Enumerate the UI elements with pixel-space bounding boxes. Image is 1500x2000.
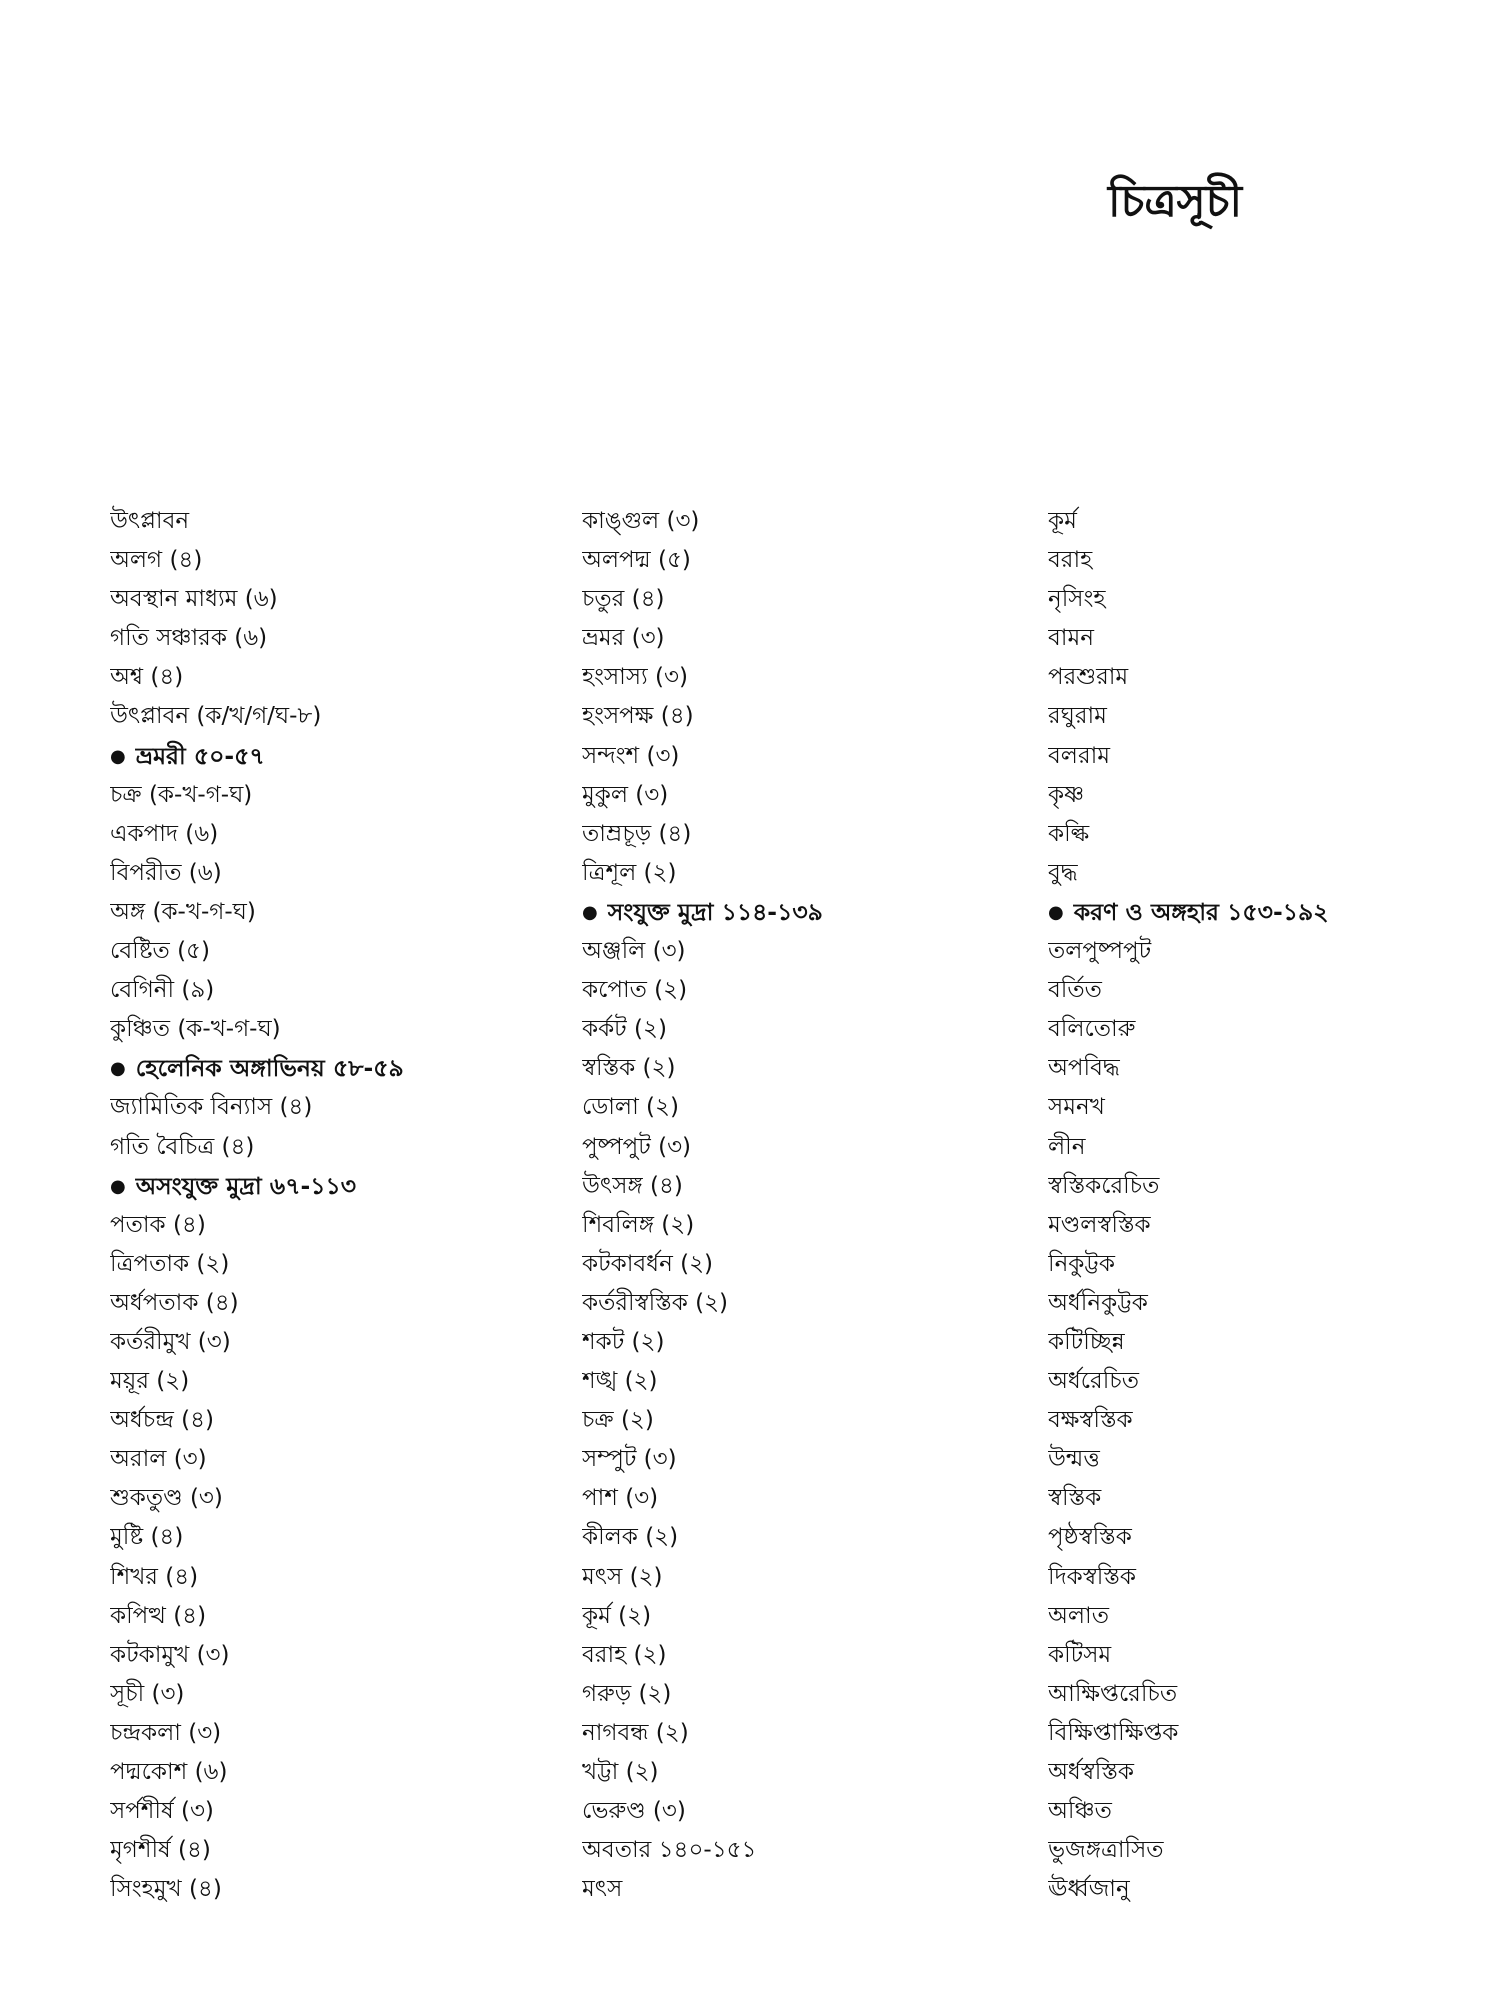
section-heading: ● হেলেনিক অঙ্গাভিনয় ৫৮-৫৯	[110, 1049, 560, 1088]
list-item: পরশুরাম	[1048, 664, 1129, 691]
list-item: পদ্মকোশ (৬)	[110, 1759, 228, 1785]
list-item: কটিচ্ছিন্ন	[1048, 1328, 1125, 1355]
list-item: ভুজঙ্গত্রাসিত	[1048, 1837, 1164, 1864]
list-item: অর্ধচন্দ্র (৪)	[110, 1407, 215, 1434]
list-item: কীলক (২)	[582, 1524, 679, 1551]
list-item: জ্যামিতিক বিন্যাস (৪)	[110, 1094, 313, 1121]
list-item: স্বস্তিক	[1048, 1485, 1102, 1512]
list-item: সূচী (৩)	[110, 1680, 185, 1707]
list-item: শুকতুণ্ড (৩)	[110, 1485, 223, 1512]
list-item: কাঙ্গুল (৩)	[582, 508, 700, 534]
list-item: অর্ধনিকুট্টক	[1048, 1289, 1148, 1316]
list-item: ডোলা (২)	[582, 1094, 679, 1121]
list-item: কটকাবর্ধন (২)	[582, 1250, 714, 1277]
list-item: রঘুরাম	[1048, 703, 1107, 730]
list-item: ত্রিপতাক (২)	[110, 1250, 230, 1277]
list-item: অলাত	[1048, 1602, 1109, 1629]
list-item: তাম্রচূড় (৪)	[582, 820, 692, 847]
list-item: শকট (২)	[582, 1328, 665, 1355]
list-item: কটিসম	[1048, 1641, 1112, 1668]
section-heading: ● ভ্রমরী ৫০-৫৭	[110, 737, 560, 776]
list-item: একপাদ (৬)	[110, 820, 219, 847]
list-item: কর্তরীমুখ (৩)	[110, 1328, 231, 1355]
list-item: বিপরীত (৬)	[110, 859, 222, 886]
list-item: অলপদ্ম (৫)	[582, 547, 691, 574]
list-item: লীন	[1048, 1133, 1086, 1160]
list-item: বলিতোরু	[1048, 1016, 1136, 1043]
list-item: কপিত্থ (৪)	[110, 1602, 207, 1629]
list-item: ঊর্ধ্বজানু	[1048, 1876, 1130, 1903]
contents-column-2	[582, 502, 1022, 1909]
list-item: মণ্ডলস্বস্তিক	[1048, 1211, 1151, 1238]
list-item: পৃষ্ঠস্বস্তিক	[1048, 1524, 1132, 1551]
list-item: ময়ূর (২)	[110, 1368, 190, 1395]
list-item: বর্তিত	[1048, 977, 1102, 1004]
list-item: চক্র (ক-খ-গ-ঘ)	[110, 781, 253, 808]
list-item: নিকুট্টক	[1048, 1250, 1115, 1277]
list-item: বরাহ (২)	[582, 1641, 667, 1668]
section-heading: ● অসংযুক্ত মুদ্রা ৬৭-১১৩	[110, 1167, 560, 1206]
list-item: বক্ষস্বস্তিক	[1048, 1407, 1133, 1434]
list-item: বলরাম	[1048, 742, 1111, 769]
list-item: তলপুষ্পপুট	[1048, 938, 1152, 965]
list-item: চতুর (৪)	[582, 586, 665, 613]
list-item: সিংহমুখ (৪)	[110, 1876, 222, 1903]
list-item: বরাহ	[1048, 547, 1093, 574]
list-item: অর্ধরেচিত	[1048, 1368, 1139, 1395]
list-item: চক্র (২)	[582, 1407, 654, 1434]
list-item: অঙ্গ (ক-খ-গ-ঘ)	[110, 898, 256, 925]
list-item: হংসাস্য (৩)	[582, 664, 688, 691]
section-heading: ● করণ ও অঙ্গহার ১৫৩-১৯২	[1048, 893, 1468, 932]
list-item: সমনখ	[1048, 1094, 1105, 1121]
list-item: ভেরুণ্ড (৩)	[582, 1798, 686, 1825]
list-item: বেগিনী (৯)	[110, 977, 215, 1004]
list-item: সর্পশীর্ষ (৩)	[110, 1798, 214, 1825]
list-item: বিক্ষিপ্তাক্ষিপ্তক	[1048, 1719, 1179, 1746]
list-item: অর্ধস্বস্তিক	[1048, 1759, 1135, 1785]
list-item: শিখর (৪)	[110, 1563, 199, 1590]
list-item: বুদ্ধ	[1048, 859, 1078, 886]
list-item: পতাক (৪)	[110, 1211, 206, 1238]
list-item: খট্টা (২)	[582, 1759, 659, 1785]
list-item: গরুড় (২)	[582, 1680, 672, 1707]
list-item: গতি বৈচিত্র (৪)	[110, 1133, 255, 1160]
list-item: মুকুল (৩)	[582, 781, 669, 808]
list-item: কর্কট (২)	[582, 1016, 667, 1043]
list-item: কূর্ম (২)	[582, 1602, 652, 1629]
list-item: পুষ্পপুট (৩)	[582, 1133, 692, 1160]
list-item: দিকস্বস্তিক	[1048, 1563, 1136, 1590]
list-item: মুষ্টি (৪)	[110, 1524, 184, 1551]
list-item: মৃগশীর্ষ (৪)	[110, 1837, 211, 1864]
list-item: মৎস (২)	[582, 1563, 663, 1590]
list-item: অবতার ১৪০-১৫১	[582, 1837, 757, 1864]
list-item: বেষ্টিত (৫)	[110, 938, 210, 965]
list-item: কপোত (২)	[582, 977, 688, 1004]
contents-column-1	[110, 502, 560, 1909]
list-item: ভ্রমর (৩)	[582, 625, 665, 652]
list-item: ত্রিশূল (২)	[582, 859, 677, 886]
list-item: স্বস্তিক (২)	[582, 1055, 676, 1082]
list-item: সন্দংশ (৩)	[582, 742, 680, 769]
list-item: অর্ধপতাক (৪)	[110, 1289, 239, 1316]
contents-column-3	[1048, 502, 1468, 1909]
list-item: কৃষ্ণ	[1048, 781, 1085, 808]
list-item: কটকামুখ (৩)	[110, 1641, 230, 1668]
list-item: বামন	[1048, 625, 1094, 652]
list-item: গতি সঞ্চারক (৬)	[110, 625, 268, 652]
list-item: চন্দ্রকলা (৩)	[110, 1719, 222, 1746]
list-item: অলগ (৪)	[110, 547, 203, 574]
list-item: অরাল (৩)	[110, 1446, 207, 1473]
list-item: কুঞ্চিত (ক-খ-গ-ঘ)	[110, 1016, 281, 1043]
list-item: অঞ্চিত	[1048, 1798, 1112, 1825]
list-item: আক্ষিপ্তরেচিত	[1048, 1680, 1178, 1707]
list-item: উৎসঙ্গ (৪)	[582, 1172, 683, 1199]
list-item: কর্তরীস্বস্তিক (২)	[582, 1289, 728, 1316]
list-item: অশ্ব (৪)	[110, 664, 184, 691]
list-item: শঙ্খ (২)	[582, 1368, 658, 1395]
list-item: নৃসিংহ	[1048, 586, 1106, 613]
list-item: স্বস্তিকরেচিত	[1048, 1172, 1160, 1199]
list-item: অবস্থান মাধ্যম (৬)	[110, 586, 278, 613]
list-item: মৎস	[582, 1876, 623, 1903]
list-item: হংসপক্ষ (৪)	[582, 703, 694, 730]
list-item: নাগবন্ধ (২)	[582, 1719, 689, 1746]
list-item: অঞ্জলি (৩)	[582, 938, 686, 965]
list-item: কূর্ম	[1048, 508, 1077, 534]
list-item: শিবলিঙ্গ (২)	[582, 1211, 695, 1238]
list-item: অপবিদ্ধ	[1048, 1055, 1120, 1082]
list-item: পাশ (৩)	[582, 1485, 659, 1512]
list-item: উন্মত্ত	[1048, 1446, 1100, 1473]
list-item: উৎপ্লাবন	[110, 508, 190, 534]
page-title: চিত্রসূচী	[1108, 176, 1243, 227]
list-item: উৎপ্লাবন (ক/খ/গ/ঘ-৮)	[110, 703, 322, 730]
list-item: সম্পুট (৩)	[582, 1446, 677, 1473]
section-heading: ● সংযুক্ত মুদ্রা ১১৪-১৩৯	[582, 893, 1022, 932]
list-item: কল্কি	[1048, 820, 1090, 847]
